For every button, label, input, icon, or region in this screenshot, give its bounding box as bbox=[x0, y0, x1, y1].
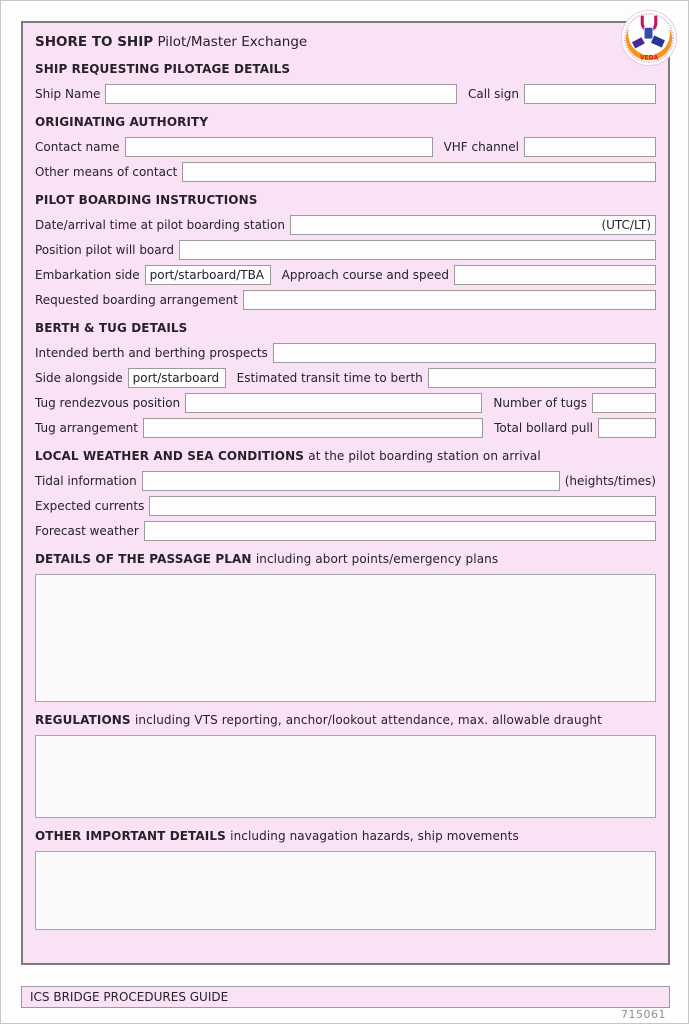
section-heading-passage-plan bbox=[35, 552, 656, 567]
tug-rendezvous-input[interactable] bbox=[185, 393, 482, 413]
other-contact-label: Other means of contact bbox=[35, 165, 178, 179]
tug-arrangement-input[interactable] bbox=[143, 418, 483, 438]
svg-text:VEDA: VEDA bbox=[639, 54, 659, 62]
approach-course-label: Approach course and speed bbox=[281, 268, 450, 282]
ship-name-label: Ship Name bbox=[35, 87, 101, 101]
side-alongside-label: Side alongside bbox=[35, 371, 123, 385]
regulations-textarea[interactable] bbox=[35, 735, 656, 818]
intended-berth-row bbox=[35, 343, 656, 363]
embarkation-side-label: Embarkation side bbox=[35, 268, 140, 282]
tidal-information-label: Tidal information bbox=[35, 474, 137, 488]
arrival-time-row bbox=[35, 215, 656, 235]
tug-arrangement-label: Tug arrangement bbox=[35, 421, 138, 435]
embarkation-side-input[interactable] bbox=[145, 265, 271, 285]
forecast-weather-input[interactable] bbox=[144, 521, 656, 541]
intended-berth-label: Intended berth and berthing prospects bbox=[35, 346, 268, 360]
expected-currents-row bbox=[35, 496, 656, 516]
passage-plan-heading-regular: including abort points/emergency plans bbox=[255, 552, 499, 566]
number-of-tugs-label: Number of tugs bbox=[493, 396, 587, 410]
guide-footer-bar: ICS BRIDGE PROCEDURES GUIDE bbox=[21, 986, 670, 1008]
section-heading-berth-tug: BERTH & TUG DETAILS bbox=[35, 321, 188, 335]
approach-course-input[interactable] bbox=[454, 265, 656, 285]
passage-plan-heading-bold: DETAILS OF THE PASSAGE PLAN bbox=[35, 552, 252, 566]
section-heading-regulations bbox=[35, 713, 656, 728]
bollard-pull-label: Total bollard pull bbox=[494, 421, 593, 435]
other-details-heading-regular: including navagation hazards, ship movements bbox=[230, 829, 519, 843]
other-contact-input[interactable] bbox=[182, 162, 656, 182]
boarding-arrangement-label: Requested boarding arrangement bbox=[35, 293, 238, 307]
page-title-regular: Pilot/Master Exchange bbox=[157, 34, 308, 50]
other-details-heading-bold: OTHER IMPORTANT DETAILS bbox=[35, 829, 226, 843]
side-alongside-input[interactable] bbox=[128, 368, 226, 388]
section-heading-other-details bbox=[35, 829, 656, 844]
tug-rendezvous-row bbox=[35, 393, 656, 413]
passage-plan-textarea[interactable] bbox=[35, 574, 656, 702]
vhf-channel-label: VHF channel bbox=[443, 140, 519, 154]
side-alongside-row bbox=[35, 368, 656, 388]
section-heading-weather bbox=[35, 449, 656, 464]
tidal-information-input[interactable] bbox=[142, 471, 560, 491]
document-number: 715061 bbox=[621, 1008, 666, 1021]
boarding-arrangement-row bbox=[35, 290, 656, 310]
expected-currents-label: Expected currents bbox=[35, 499, 145, 513]
intended-berth-input[interactable] bbox=[273, 343, 656, 363]
arrival-time-label: Date/arrival time at pilot boarding station bbox=[35, 218, 285, 232]
section-heading-ship-details: SHIP REQUESTING PILOTAGE DETAILS bbox=[35, 62, 291, 76]
weather-heading-bold: LOCAL WEATHER AND SEA CONDITIONS bbox=[35, 449, 304, 463]
regulations-heading-bold: REGULATIONS bbox=[35, 713, 131, 727]
tidal-information-row bbox=[35, 471, 656, 491]
pilot-position-row bbox=[35, 240, 656, 260]
forecast-weather-label: Forecast weather bbox=[35, 524, 139, 538]
transit-time-label: Estimated transit time to berth bbox=[236, 371, 423, 385]
tug-arrangement-row bbox=[35, 418, 656, 438]
vhf-channel-input[interactable] bbox=[524, 137, 656, 157]
contact-name-row bbox=[35, 137, 656, 157]
section-heading-pilot-boarding: PILOT BOARDING INSTRUCTIONS bbox=[35, 193, 258, 207]
boarding-arrangement-input[interactable] bbox=[243, 290, 656, 310]
veda-college-logo-icon bbox=[620, 9, 678, 67]
other-details-textarea[interactable] bbox=[35, 851, 656, 930]
shore-to-ship-form bbox=[21, 21, 670, 965]
arrival-time-input[interactable] bbox=[290, 215, 656, 235]
ship-name-row bbox=[35, 84, 656, 104]
tug-rendezvous-label: Tug rendezvous position bbox=[35, 396, 181, 410]
pilot-position-input[interactable] bbox=[179, 240, 656, 260]
embarkation-row bbox=[35, 265, 656, 285]
page-title bbox=[35, 33, 656, 51]
pilot-position-label: Position pilot will board bbox=[35, 243, 174, 257]
page-title-bold: SHORE TO SHIP bbox=[35, 34, 154, 50]
heights-times-suffix: (heights/times) bbox=[564, 474, 656, 488]
expected-currents-input[interactable] bbox=[149, 496, 656, 516]
ship-name-input[interactable] bbox=[105, 84, 457, 104]
call-sign-input[interactable] bbox=[524, 84, 656, 104]
call-sign-label: Call sign bbox=[467, 87, 519, 101]
other-contact-row bbox=[35, 162, 656, 182]
contact-name-input[interactable] bbox=[125, 137, 433, 157]
number-of-tugs-input[interactable] bbox=[592, 393, 656, 413]
section-heading-originating-authority: ORIGINATING AUTHORITY bbox=[35, 115, 209, 129]
bollard-pull-input[interactable] bbox=[598, 418, 656, 438]
utc-lt-suffix: (UTC/LT) bbox=[601, 218, 651, 232]
regulations-heading-regular: including VTS reporting, anchor/lookout attendance, max. allowable draught bbox=[134, 713, 602, 727]
transit-time-input[interactable] bbox=[428, 368, 656, 388]
forecast-weather-row bbox=[35, 521, 656, 541]
contact-name-label: Contact name bbox=[35, 140, 120, 154]
weather-heading-regular: at the pilot boarding station on arrival bbox=[308, 449, 541, 463]
